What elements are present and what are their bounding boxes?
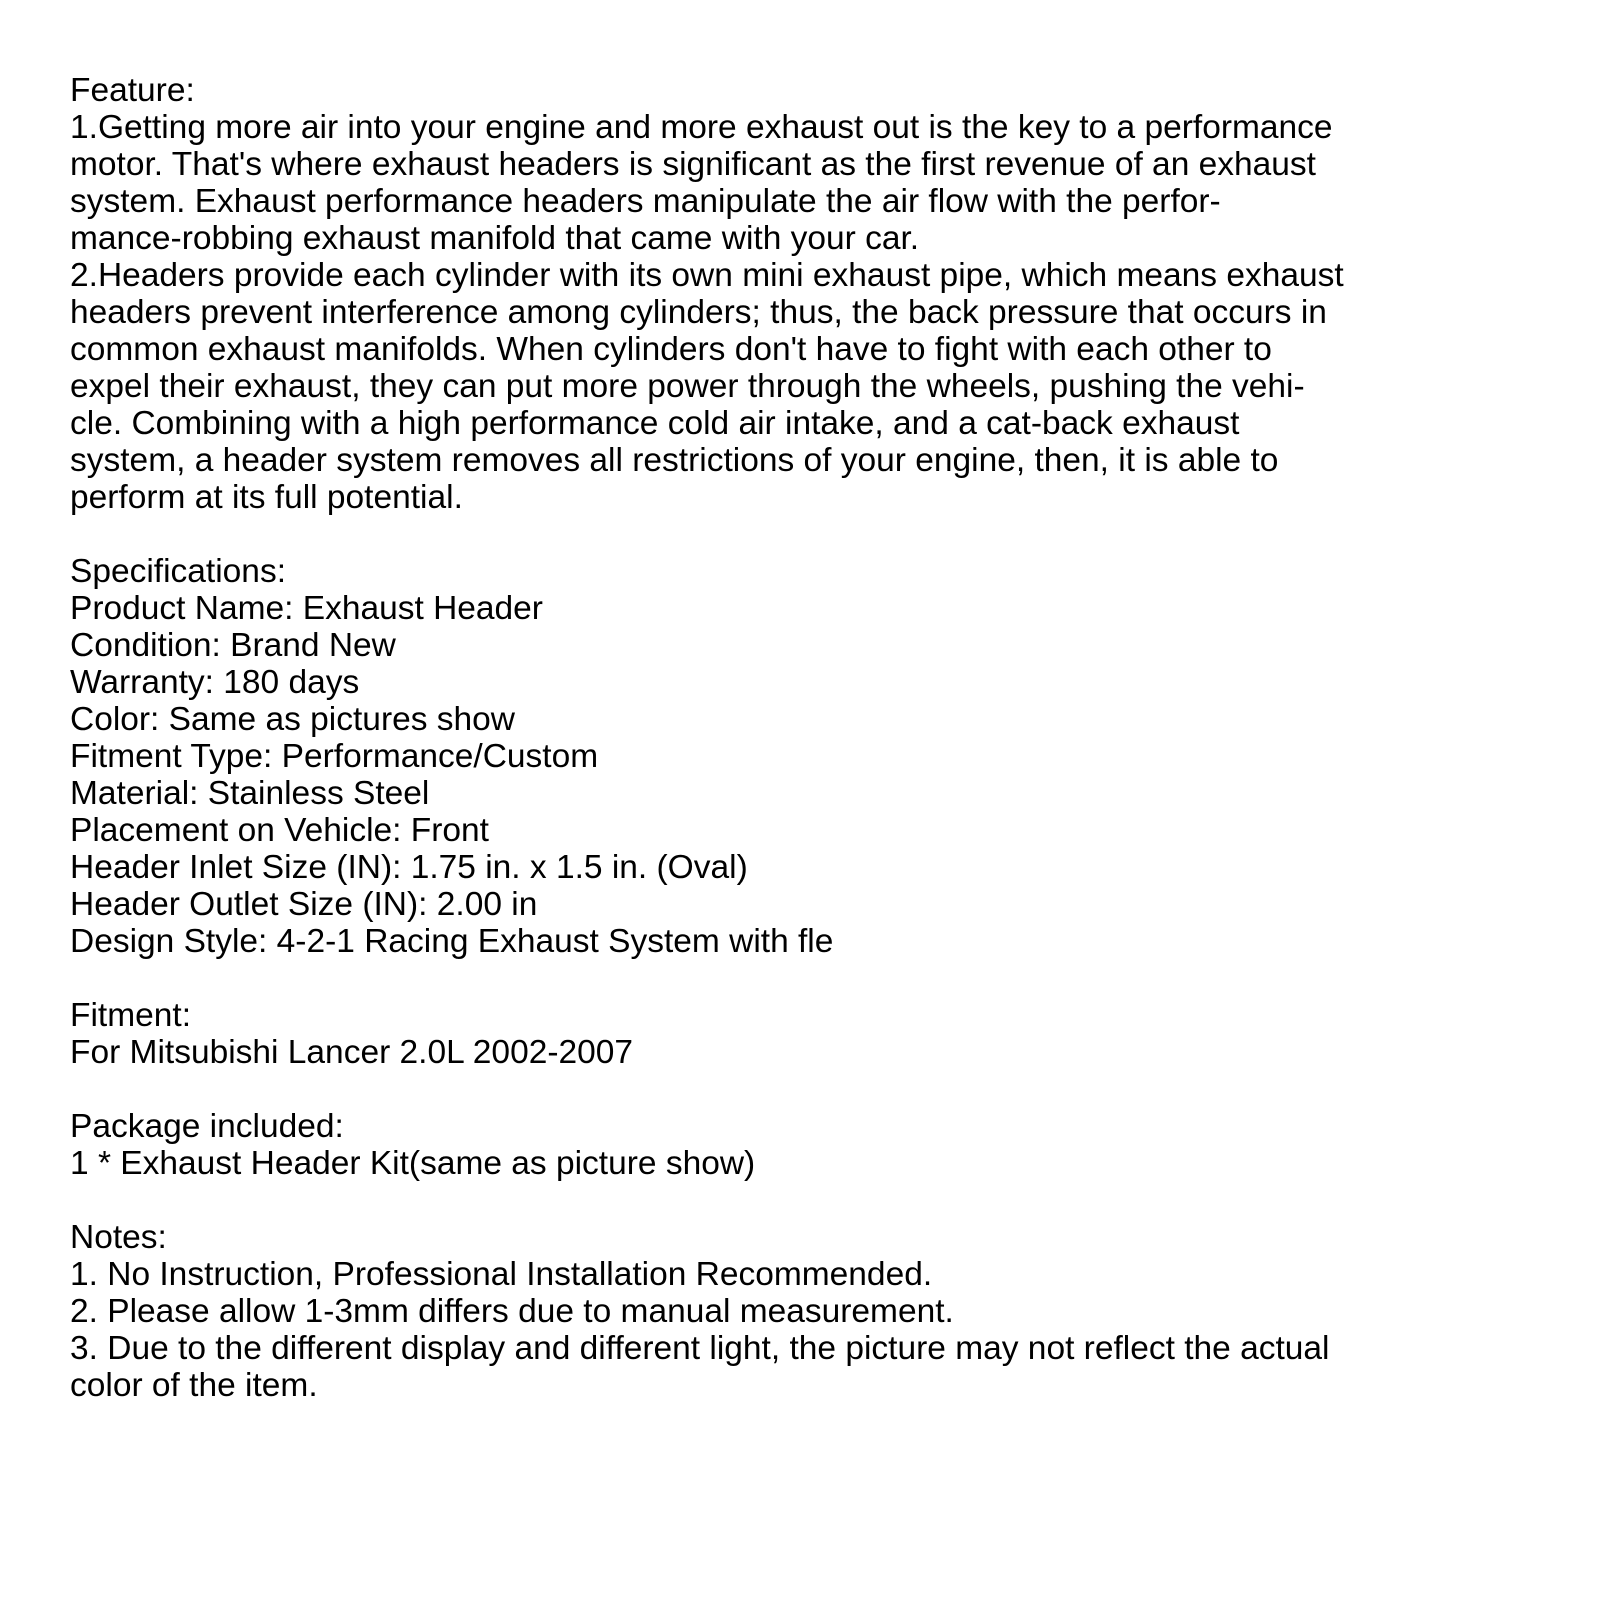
note-line: 1. No Instruction, Professional Installation Recommended. <box>70 1256 933 1293</box>
feature-line: perform at its full potential. <box>70 479 463 516</box>
product-description-document <box>70 72 1570 1404</box>
fitment-section <box>70 997 1570 1071</box>
package-heading: Package included: <box>70 1108 344 1145</box>
note-line: 2. Please allow 1-3mm differs due to manual measurement. <box>70 1293 954 1330</box>
spec-inlet-size: Header Inlet Size (IN): 1.75 in. x 1.5 in. (Oval) <box>70 849 748 886</box>
feature-line: common exhaust manifolds. When cylinders don't have to fight with each other to <box>70 331 1272 368</box>
spec-design-style: Design Style: 4-2-1 Racing Exhaust System with fle <box>70 923 834 960</box>
feature-heading: Feature: <box>70 72 195 109</box>
fitment-heading: Fitment: <box>70 997 191 1034</box>
fitment-line: For Mitsubishi Lancer 2.0L 2002-2007 <box>70 1034 634 1071</box>
feature-line: cle. Combining with a high performance cold air intake, and a cat-back exhaust <box>70 405 1240 442</box>
package-section <box>70 1108 1570 1182</box>
feature-section <box>70 72 1570 516</box>
feature-line: 1.Getting more air into your engine and more exhaust out is the key to a performance <box>70 109 1333 146</box>
spec-condition: Condition: Brand New <box>70 627 396 664</box>
package-line: 1 * Exhaust Header Kit(same as picture show) <box>70 1145 756 1182</box>
feature-line: headers prevent interference among cylinders; thus, the back pressure that occurs in <box>70 294 1327 331</box>
feature-line: expel their exhaust, they can put more power through the wheels, pushing the vehi- <box>70 368 1305 405</box>
spec-warranty: Warranty: 180 days <box>70 664 360 701</box>
spec-outlet-size: Header Outlet Size (IN): 2.00 in <box>70 886 538 923</box>
note-line: 3. Due to the different display and different light, the picture may not reflect the actual <box>70 1330 1330 1367</box>
note-line: color of the item. <box>70 1367 318 1404</box>
notes-section <box>70 1219 1570 1404</box>
specifications-heading: Specifications: <box>70 553 286 590</box>
feature-line: system, a header system removes all restrictions of your engine, then, it is able to <box>70 442 1279 479</box>
feature-line: motor. That's where exhaust headers is significant as the first revenue of an exhaust <box>70 146 1316 183</box>
feature-line: system. Exhaust performance headers manipulate the air flow with the perfor- <box>70 183 1221 220</box>
spec-placement: Placement on Vehicle: Front <box>70 812 489 849</box>
feature-line: 2.Headers provide each cylinder with its own mini exhaust pipe, which means exhaust <box>70 257 1344 294</box>
specifications-section <box>70 553 1570 960</box>
spec-product-name: Product Name: Exhaust Header <box>70 590 543 627</box>
spec-fitment-type: Fitment Type: Performance/Custom <box>70 738 599 775</box>
section-spacer <box>70 1182 1570 1219</box>
section-spacer <box>70 960 1570 997</box>
spec-material: Material: Stainless Steel <box>70 775 430 812</box>
feature-line: mance-robbing exhaust manifold that came with your car. <box>70 220 920 257</box>
section-spacer <box>70 516 1570 553</box>
spec-color: Color: Same as pictures show <box>70 701 515 738</box>
notes-heading: Notes: <box>70 1219 167 1256</box>
section-spacer <box>70 1071 1570 1108</box>
